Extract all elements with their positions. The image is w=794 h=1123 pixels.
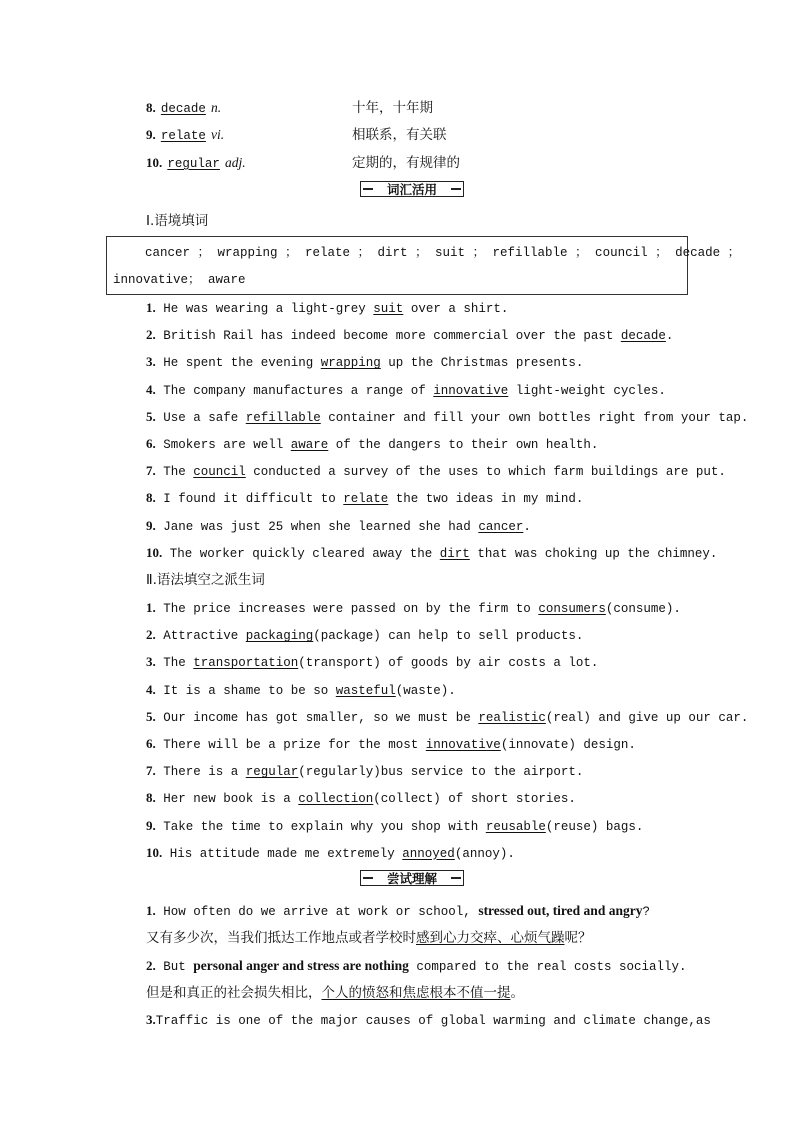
- sentence-item: [146, 487, 583, 506]
- item-num: 2.: [146, 958, 156, 973]
- item-num: 1.: [146, 600, 156, 615]
- cn-text: 呢？: [564, 930, 592, 946]
- sentence-item: [146, 406, 748, 425]
- item-num: 10.: [146, 544, 163, 560]
- sentence-text: light-weight cycles.: [508, 383, 666, 398]
- item-num: 8.: [146, 790, 156, 806]
- sentence-item: [146, 542, 717, 561]
- sentence-text: .: [665, 329, 674, 344]
- cn-text: 。: [510, 985, 524, 1001]
- vocab-word: regular: [167, 157, 220, 171]
- sentence-text: The company manufactures a range of: [155, 383, 434, 398]
- sentence-text: conducted a survey of the uses to which farm buildings are put.: [245, 465, 726, 480]
- sentence-item: [146, 460, 726, 479]
- answer-blank: decade: [620, 329, 666, 344]
- cn-text: 但是和真正的社会损失相比，: [146, 985, 322, 1001]
- sentence-text: ?: [642, 905, 650, 919]
- item-num: 2.: [146, 627, 156, 643]
- sentence-text: There will be a prize for the most: [155, 738, 426, 752]
- item-num: 6.: [146, 436, 156, 451]
- sentence-text: His attitude made me extremely: [162, 846, 403, 861]
- answer-blank: innovative: [433, 383, 509, 398]
- part2-title: Ⅱ.语法填空之派生词: [146, 572, 265, 588]
- sentence-text: the two ideas in my mind.: [388, 492, 584, 507]
- item-num: 6.: [146, 736, 156, 751]
- translate-cn-1: [146, 926, 592, 946]
- sentence-item: [146, 651, 598, 670]
- sentence-item: [146, 679, 456, 698]
- vocab-item-10: [146, 152, 246, 171]
- answer-blank: relate: [343, 492, 389, 507]
- sentence-text: British Rail has indeed become more commercial over the past: [155, 329, 621, 344]
- bold-phrase: stressed out, tired and angry: [478, 903, 643, 918]
- sentence-text: He was wearing a light-grey: [155, 302, 374, 316]
- answer-blank: reusable: [485, 819, 546, 834]
- sentence-text: Take the time to explain why you shop with: [155, 819, 486, 834]
- sentence-text: He spent the evening: [155, 356, 321, 371]
- sentence-item: [146, 815, 643, 834]
- vocab-pos: vi.: [210, 127, 225, 142]
- answer-blank: aware: [290, 438, 329, 452]
- answer-blank: packaging: [245, 629, 314, 644]
- sentence-text: Attractive: [155, 629, 246, 644]
- answer-blank: council: [193, 465, 246, 480]
- sentence-text: compared to the real costs socially.: [408, 960, 687, 974]
- cn-text: 又有多少次，当我们抵达工作地点或者学校时: [146, 930, 416, 946]
- sentence-text: that was choking up the chimney.: [469, 546, 718, 561]
- sentence-text: (waste).: [395, 683, 456, 698]
- answer-blank: collection: [298, 792, 374, 807]
- word-bank-line: cancer ； wrapping ； relate ； dirt ； suit ； refillable ； council ； decade ；: [145, 246, 741, 260]
- sentence-text: (innovate) design.: [500, 738, 636, 752]
- translate-item-2: [146, 955, 686, 974]
- sentence-text: There is a: [155, 765, 246, 780]
- sentence-item: [146, 842, 515, 861]
- translate-cn-2: [146, 981, 524, 1001]
- item-num: 7.: [146, 463, 156, 479]
- sentence-text: I found it difficult to: [155, 492, 344, 507]
- sentence-item: [146, 624, 583, 643]
- sentence-text: (consume).: [605, 602, 681, 616]
- sentence-text: Her new book is a: [155, 792, 299, 807]
- item-num: 2.: [146, 327, 156, 343]
- sentence-text: (package) can help to sell products.: [313, 629, 584, 644]
- vocab-item-9: [146, 124, 224, 143]
- sentence-item: [146, 433, 598, 452]
- sentence-text: Jane was just 25 when she learned she had: [155, 519, 479, 534]
- sentence-item: [146, 379, 666, 398]
- vocab-word: decade: [160, 102, 206, 116]
- sentence-text: (regularly)bus service to the airport.: [298, 765, 584, 780]
- sentence-item: [146, 787, 576, 806]
- cn-answer: 个人的愤怒和焦虑根本不值一提: [321, 985, 511, 1001]
- sentence-text: (annoy).: [454, 846, 515, 861]
- answer-blank: refillable: [245, 410, 321, 425]
- sentence-text: The: [155, 656, 194, 671]
- sentence-text: Use a safe: [155, 410, 246, 425]
- sentence-text: (real) and give up our car.: [545, 710, 749, 725]
- sentence-text: of the dangers to their own health.: [328, 438, 599, 452]
- translate-item-3: [146, 1009, 711, 1028]
- sentence-text: (reuse) bags.: [545, 819, 644, 834]
- sentence-text: over a shirt.: [403, 302, 509, 316]
- item-num: 3.: [146, 354, 156, 370]
- sentence-item: [146, 351, 583, 370]
- sentence-text: (collect) of short stories.: [373, 792, 576, 807]
- answer-blank: regular: [245, 765, 299, 780]
- word-bank-line: innovative； aware: [113, 273, 246, 287]
- vocab-pos: n.: [210, 100, 222, 115]
- answer-blank: wrapping: [320, 356, 381, 371]
- item-num: 3.: [146, 654, 156, 670]
- item-num: 9.: [146, 517, 156, 533]
- item-num: 10.: [146, 844, 163, 860]
- answer-blank: realistic: [478, 710, 546, 725]
- vocab-meaning: 定期的，有规律的: [352, 155, 460, 171]
- sentence-text: up the Christmas presents.: [380, 356, 584, 371]
- item-num: 1.: [146, 300, 156, 315]
- vocab-num: 9.: [146, 127, 156, 142]
- translate-item-1: [146, 900, 650, 919]
- section-banner-try-understand: 尝试理解: [360, 870, 464, 886]
- answer-blank: consumers: [538, 602, 606, 616]
- word-bank-box: [106, 236, 741, 295]
- sentence-text: Smokers are well: [155, 438, 291, 452]
- vocab-num: 8.: [146, 100, 156, 115]
- sentence-text: The price increases were passed on by the firm to: [155, 602, 539, 616]
- item-num: 3.: [146, 1012, 156, 1027]
- vocab-pos: adj.: [224, 155, 246, 170]
- item-num: 4.: [146, 381, 156, 397]
- answer-blank: annoyed: [402, 846, 455, 861]
- vocab-meaning: 相联系，有关联: [352, 127, 447, 143]
- item-num: 7.: [146, 763, 156, 779]
- sentence-item: [146, 733, 636, 752]
- vocab-num: 10.: [146, 155, 163, 170]
- sentence-text: .: [523, 519, 531, 534]
- item-num: 4.: [146, 681, 156, 697]
- bold-phrase: personal anger and stress are nothing: [193, 958, 409, 973]
- sentence-text: Traffic is one of the major causes of global warming and climate change,as: [155, 1014, 711, 1028]
- vocab-word: relate: [160, 129, 206, 143]
- item-num: 8.: [146, 490, 156, 506]
- sentence-text: Our income has got smaller, so we must be: [155, 710, 479, 725]
- item-num: 9.: [146, 817, 156, 833]
- vocab-item-8: [146, 97, 221, 116]
- sentence-text: container and fill your own bottles right from your tap.: [320, 410, 749, 425]
- answer-blank: suit: [373, 302, 404, 316]
- sentence-item: [146, 760, 583, 779]
- item-num: 5.: [146, 708, 156, 724]
- sentence-text: It is a shame to be so: [155, 683, 336, 698]
- cn-answer: 感到心力交瘁、心烦气躁: [416, 930, 565, 946]
- sentence-text: (transport) of goods by air costs a lot.: [298, 656, 599, 671]
- answer-blank: cancer: [478, 519, 524, 534]
- sentence-item: [146, 515, 531, 534]
- answer-blank: transportation: [193, 656, 299, 671]
- answer-blank: innovative: [425, 738, 501, 752]
- section-banner-vocab-use: 词汇活用: [360, 181, 464, 197]
- part1-title: Ⅰ.语境填词: [146, 213, 209, 229]
- sentence-item: [146, 324, 673, 343]
- answer-blank: dirt: [439, 546, 470, 561]
- item-num: 1.: [146, 903, 156, 918]
- sentence-text: How often do we arrive at work or school,: [155, 905, 479, 919]
- answer-blank: wasteful: [335, 683, 396, 698]
- sentence-text: The: [155, 465, 194, 480]
- item-num: 5.: [146, 408, 156, 424]
- sentence-item: [146, 597, 681, 616]
- sentence-text: But: [155, 960, 194, 974]
- sentence-text: The worker quickly cleared away the: [162, 546, 440, 561]
- vocab-meaning: 十年，十年期: [352, 100, 433, 116]
- sentence-item: [146, 706, 748, 725]
- sentence-item: [146, 297, 508, 316]
